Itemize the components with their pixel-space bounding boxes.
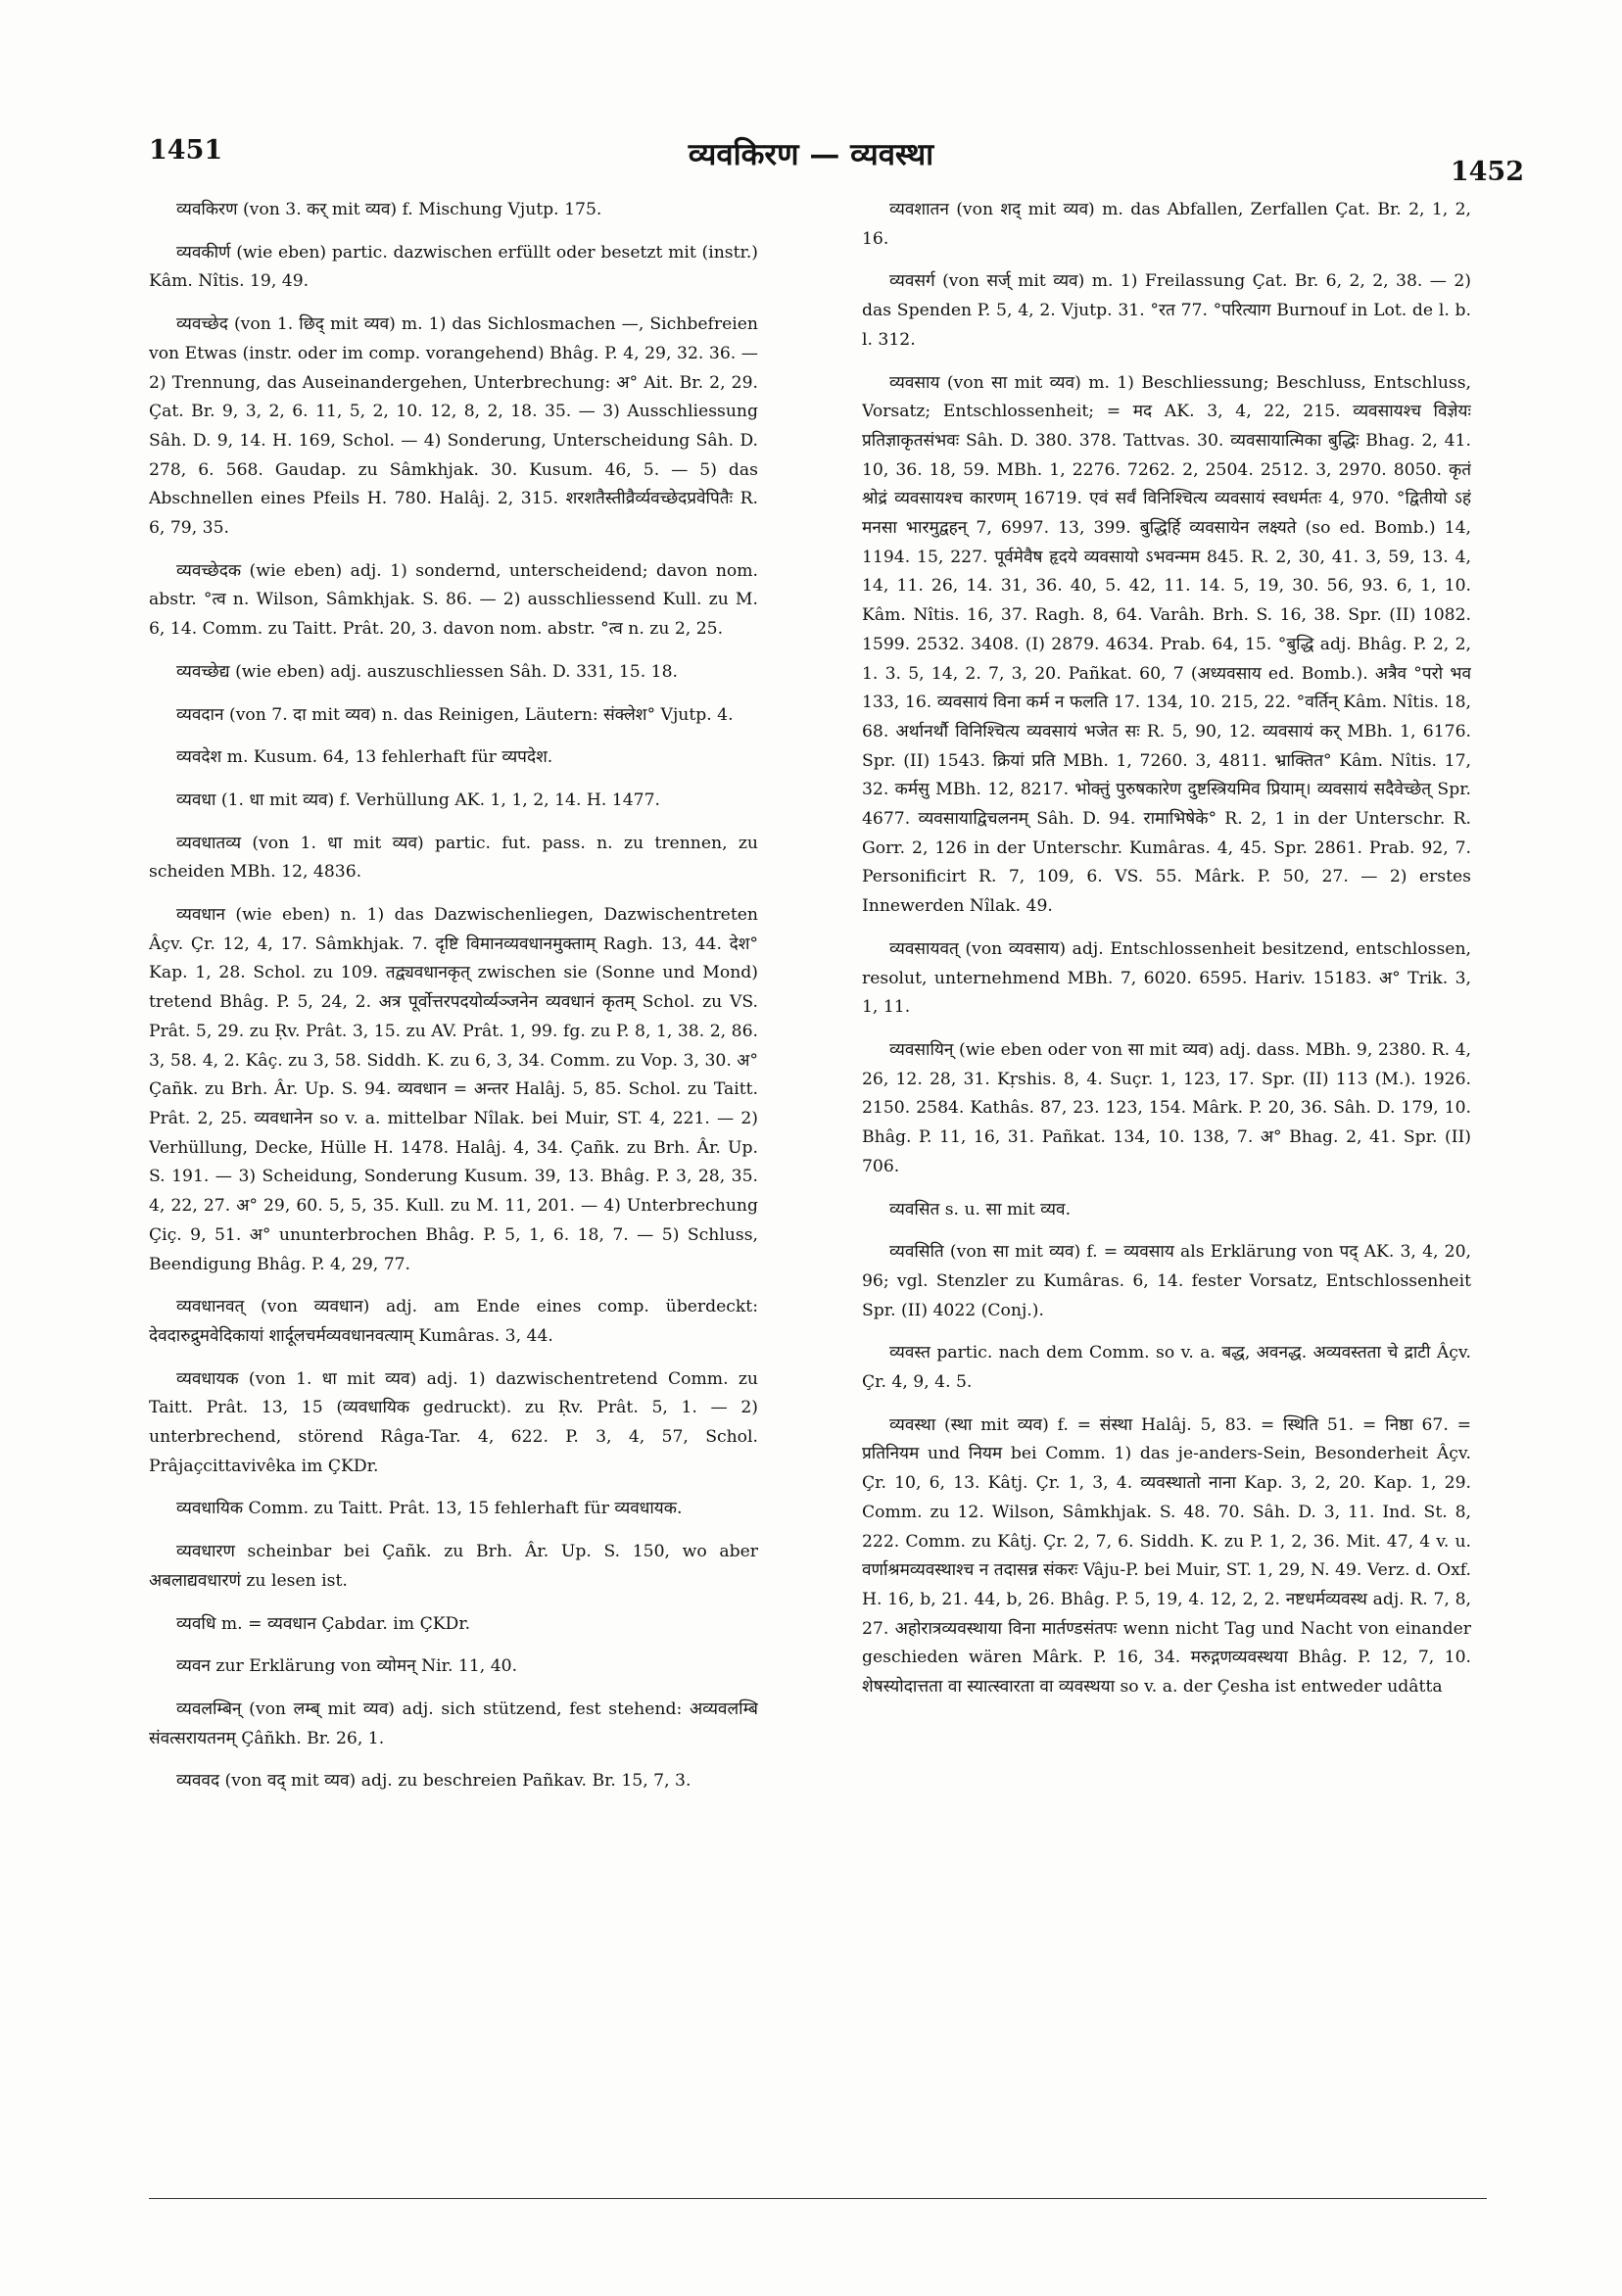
dictionary-entry: व्यवसायिन् (wie eben oder von सा mit व्यव) adj. dass. MBh. 9, 2380. R. 4, 26, 12. 28, 31. Kṛshis. 8, 4. Suçr. 1, 123, 17. Spr. (II) 113 (M.). 1926. 2150. 2584. Kathâs. 87, 23. 123, 154. Mârk. P. 20, 36. Sâh. D. 179, 10. Bhâg. P. 11, 16, 31. Pañkat. 134, 10. 138, 7. अ° Bhag. 2, 41. Spr. (II) 706.	[862, 1039, 1471, 1176]
dictionary-entry: व्यवच्छेदक (wie eben) adj. 1) sondernd, unterscheidend; davon nom. abstr. °त्व n. Wilson, Sâmkhjak. S. 86. — 2) ausschliessend Kull. zu M. 6, 14. Comm. zu Taitt. Prât. 20, 3. davon nom. abstr. °त्व n. zu 2, 25.	[149, 560, 758, 640]
right-column	[862, 196, 1471, 1959]
dictionary-entry: व्यवकिरण (von 3. कर् mit व्यव) f. Mischung Vjutp. 175.	[176, 200, 602, 219]
dictionary-entry: व्यवशातन (von शद् mit व्यव) m. das Abfallen, Zerfallen Çat. Br. 2, 1, 2, 16.	[862, 200, 1471, 249]
dictionary-entry: व्यवधा (1. धा mit व्यव) f. Verhüllung AK. 1, 1, 2, 14. H. 1477.	[176, 789, 660, 810]
dictionary-entry: व्यवसिति (von सा mit व्यव) f. = व्यवसाय als Erklärung von पद् AK. 3, 4, 20, 96; vgl. Stenzler zu Kumâras. 6, 14. fester Vorsatz, Entschlossenheit Spr. (II) 4022 (Conj.).	[862, 1242, 1471, 1320]
dictionary-entry: व्यवदान (von 7. दा mit व्यव) n. das Reinigen, Läutern: संक्लेश° Vjutp. 4.	[176, 704, 734, 725]
dictionary-entry: व्यवलम्बिन् (von लम्ब् mit व्यव) adj. sich stützend, fest stehend: अव्यवलम्बि संवत्सरायतनम् Çâñkh. Br. 26, 1.	[149, 1698, 758, 1748]
dictionary-entry: व्यवधायिक Comm. zu Taitt. Prât. 13, 15 fehlerhaft für व्यवधायक.	[176, 1499, 683, 1519]
left-column	[149, 196, 758, 2077]
dictionary-entry: व्यवधानवत् (von व्यवधान) adj. am Ende eines comp. überdeckt: देवदारुद्रुमवेदिकायां शार्दूलचर्मव्यवधानवत्याम् Kumâras. 3, 44.	[149, 1297, 758, 1346]
dictionary-entry: व्यवस्था (स्था mit व्यव) f. = संस्था Halâj. 5, 83. = स्थिति 51. = निष्ठा 67. = प्रतिनियम und नियम bei Comm. 1) das je-anders-Sein, Besonderheit Âçv. Çr. 10, 6, 13. Kâtj. Çr. 1, 3, 4. व्यवस्थातो नाना Kap. 3, 2, 20. Kap. 1, 29. Comm. zu 12. Wilson, Sâmkhjak. S. 48. 70. Sâh. D. 3, 11. Ind. St. 8, 222. Comm. zu Kâtj. Çr. 2, 7, 6. Siddh. K. zu P. 1, 2, 36. Mit. 47, 4 v. u. वर्णाश्रमव्यवस्थाश्च न तदासन्न संकरः Vâju-P. bei Muir, ST. 1, 29, N. 49. Verz. d. Oxf. H. 16, b, 21. 44, b, 26. Bhâg. P. 5, 19, 4. 12, 2, 2. नष्टधर्मव्यवस्थ adj. R. 7, 8, 27. अहोरात्रव्यवस्थाया विना मार्तण्डसंतपः wenn nicht Tag und Nacht von einander geschieden wären Mârk. P. 16, 34. मरुद्गणव्यवस्थया Bhâg. P. 12, 7, 10. शेषस्योदात्तता वा स्यात्स्वारता वा व्यवस्थया so v. a. der Çesha ist entweder udâtta	[862, 1414, 1471, 1698]
dictionary-entry: व्यवदेश m. Kusum. 64, 13 fehlerhaft für व्यपदेश.	[176, 747, 553, 768]
dictionary-entry: व्यवसायवत् (von व्यवसाय) adj. Entschlossenheit besitzend, entschlossen, resolut, unternehmend MBh. 7, 6020. 6595. Hariv. 15183. अ° Trik. 3, 1, 11.	[862, 938, 1471, 1018]
dictionary-entry: व्यवसित s. u. सा mit व्यव.	[889, 1199, 1072, 1220]
dictionary-entry: व्यवसर्ग (von सर्ज् mit व्यव) m. 1) Freilassung Çat. Br. 6, 2, 2, 38. — 2) das Spenden P. 5, 4, 2. Vjutp. 31. °रत 77. °परित्याग Burnouf in Lot. de l. b. l. 312.	[862, 271, 1471, 350]
dictionary-entry: व्यवकीर्ण (wie eben) partic. dazwischen erfüllt oder besetzt mit (instr.) Kâm. Nîtis. 19, 49.	[149, 242, 758, 292]
dictionary-entry: व्यवधातव्य (von 1. धा mit व्यव) partic. fut. pass. n. zu trennen, zu scheiden MBh. 12, 4836.	[149, 833, 758, 883]
dictionary-entry: व्यवधायक (von 1. धा mit व्यव) adj. 1) dazwischentretend Comm. zu Taitt. Prât. 13, 15 (व्यवधायिक gedruckt). zu Ṛv. Prât. 5, 1. — 2) unterbrechend, störend Râga-Tar. 4, 622. P. 3, 4, 57, Schol. Prâjaçcittavivêka im ÇKDr.	[149, 1368, 758, 1476]
dictionary-entry: व्यवसाय (von सा mit व्यव) m. 1) Beschliessung; Beschluss, Entschluss, Vorsatz; Entschlossenheit; = मद AK. 3, 4, 22, 215. व्यवसायश्च विज्ञेयः प्रतिज्ञाकृतसंभवः Sâh. D. 380. 378. Tattvas. 30. व्यवसायात्मिका बुद्धिः Bhag. 2, 41. 10, 36. 18, 59. MBh. 1, 2276. 7262. 2, 2504. 2512. 3, 2970. 8050. कृतं श्रोद्रं व्यवसायश्च कारणम् 16719. एवं सर्वं विनिश्चित्य व्यवसायं स्वधर्मतः 4, 970. °द्वितीयो ऽहं मनसा भारमुद्वहन् 7, 6997. 13, 399. बुद्धिर्हि व्यवसायेन लक्ष्यते (so ed. Bomb.) 14, 1194. 15, 227. पूर्वमेवैष हृदये व्यवसायो ऽभवन्मम 845. R. 2, 30, 41. 3, 59, 13. 4, 14, 11. 26, 14. 31, 36. 40, 5. 42, 11. 14. 5, 19, 30. 56, 93. 6, 1, 10. Kâm. Nîtis. 16, 37. Ragh. 8, 64. Varâh. Brh. S. 16, 38. Spr. (II) 1082. 1599. 2532. 3408. (I) 2879. 4634. Prab. 64, 15. °बुद्धि adj. Bhâg. P. 2, 2, 1. 3. 5, 14, 2. 7, 3, 20. Pañkat. 60, 7 (अध्यवसाय ed. Bomb.). अत्रैव °परो भव 133, 16. व्यवसायं विना कर्म न फलति 17. 134, 10. 215, 22. °वर्तिन् Kâm. Nîtis. 18, 68. अर्थानर्थौ विनिश्चित्य व्यवसायं भजेत सः R. 5, 90, 12. व्यवसायं कर् MBh. 1, 6176. Spr. (II) 1543. क्रियां प्रति MBh. 1, 7260. 3, 4811. भ्राक्तित° Kâm. Nîtis. 17, 32. कर्मसु MBh. 12, 8217. भोक्तुं पुरुषकारेण दुष्टस्त्रियमिव प्रियाम्। व्यवसायं सदैवेच्छेत् Spr. 4677. व्यवसायाद्विचलनम् Sâh. D. 94. रामाभिषेके° R. 2, 1 in der Unterschr. R. Gorr. 2, 126 in der Unterschr. Kumâras. 4, 45. Spr. 2861. Prab. 92, 7. Personificirt R. 7, 109, 6. VS. 55. Mârk. P. 50, 27. — 2) erstes Innewerden Nîlak. 49.	[862, 372, 1471, 917]
dictionary-entry: व्यवधान (wie eben) n. 1) das Dazwischenliegen, Dazwischentreten Âçv. Çr. 12, 4, 17. Sâmkhjak. 7. दृष्टि विमानव्यवधानमुक्ताम् Ragh. 13, 44. देश° Kap. 1, 28. Schol. zu 109. तद्व्यवधानकृत् zwischen sie (Sonne und Mond) tretend Bhâg. P. 5, 24, 2. अत्र पूर्वोत्तरपदयोर्व्यञ्जनेन व्यवधानं कृतम् Schol. zu VS. Prât. 5, 29. zu Ṛv. Prât. 3, 15. zu AV. Prât. 1, 99. fg. zu P. 8, 1, 38. 2, 86. 3, 58. 4, 2. Kâç. zu 3, 58. Siddh. K. zu 6, 3, 34. Comm. zu Vop. 3, 30. अ° Çañk. zu Brh. Âr. Up. S. 94. व्यवधान = अन्तर Halâj. 5, 85. Schol. zu Taitt. Prât. 2, 25. व्यवधानेन so v. a. mittelbar Nîlak. bei Muir, ST. 4, 221. — 2) Verhüllung, Decke, Hülle H. 1478. Halâj. 4, 34. Çañk. zu Brh. Âr. Up. S. 191. — 3) Scheidung, Sonderung Kusum. 39, 13. Bhâg. P. 3, 28, 35. 4, 22, 27. अ° 29, 60. 5, 5, 35. Kull. zu M. 11, 201. — 4) Unterbrechung Çiç. 9, 51. अ° ununterbrochen Bhâg. P. 5, 1, 6. 18, 7. — 5) Schluss, Beendigung Bhâg. P. 4, 29, 77.	[149, 905, 758, 1274]
footer-rule	[149, 2198, 1487, 2199]
dictionary-entry: व्यवच्छेद (von 1. छिद् mit व्यव) m. 1) das Sichlosmachen —, Sichbefreien von Etwas (instr. oder im comp. vorangehend) Bhâg. P. 4, 29, 32. 36. — 2) Trennung, das Auseinandergehen, Unterbrechung: अ° Ait. Br. 2, 29. Çat. Br. 9, 3, 2, 6. 11, 5, 2, 10. 12, 8, 2, 18. 35. — 3) Ausschliessung Sâh. D. 9, 14. H. 169, Schol. — 4) Sonderung, Unterscheidung Sâh. D. 278, 6. 568. Gaudap. zu Sâmkhjak. 30. Kusum. 46, 5. — 5) das Abschnellen eines Pfeils H. 780. Halâj. 2, 315. शरशतैस्तीव्रैर्व्यवच्छेदप्रवेपितैः R. 6, 79, 35.	[149, 314, 758, 539]
dictionary-entry: व्यवधि m. = व्यवधान Çabdar. im ÇKDr.	[176, 1613, 471, 1634]
page-number-right: 1452	[1450, 157, 1524, 187]
running-title: व्यवकिरण — व्यवस्था	[688, 137, 934, 172]
dictionary-entry: व्यववद (von वद् mit व्यव) adj. zu beschreien Pañkav. Br. 15, 7, 3.	[176, 1771, 692, 1792]
dictionary-entry: व्यवच्छेद्य (wie eben) adj. auszuschliessen Sâh. D. 331, 15. 18.	[176, 661, 678, 682]
dictionary-entry: व्यवधारण scheinbar bei Çañk. zu Brh. Âr. Up. S. 150, wo aber अबलाद्यवधारणं zu lesen ist.	[149, 1542, 758, 1591]
dictionary-entry: व्यवन zur Erklärung von व्योमन् Nir. 11, 40.	[176, 1656, 518, 1677]
dictionary-entry: व्यवस्त partic. nach dem Comm. so v. a. बद्ध, अवनद्ध. अव्यवस्तता चे द्राटी Âçv. Çr. 4, 9, 4. 5.	[862, 1343, 1471, 1393]
page-number-left: 1451	[149, 135, 223, 166]
